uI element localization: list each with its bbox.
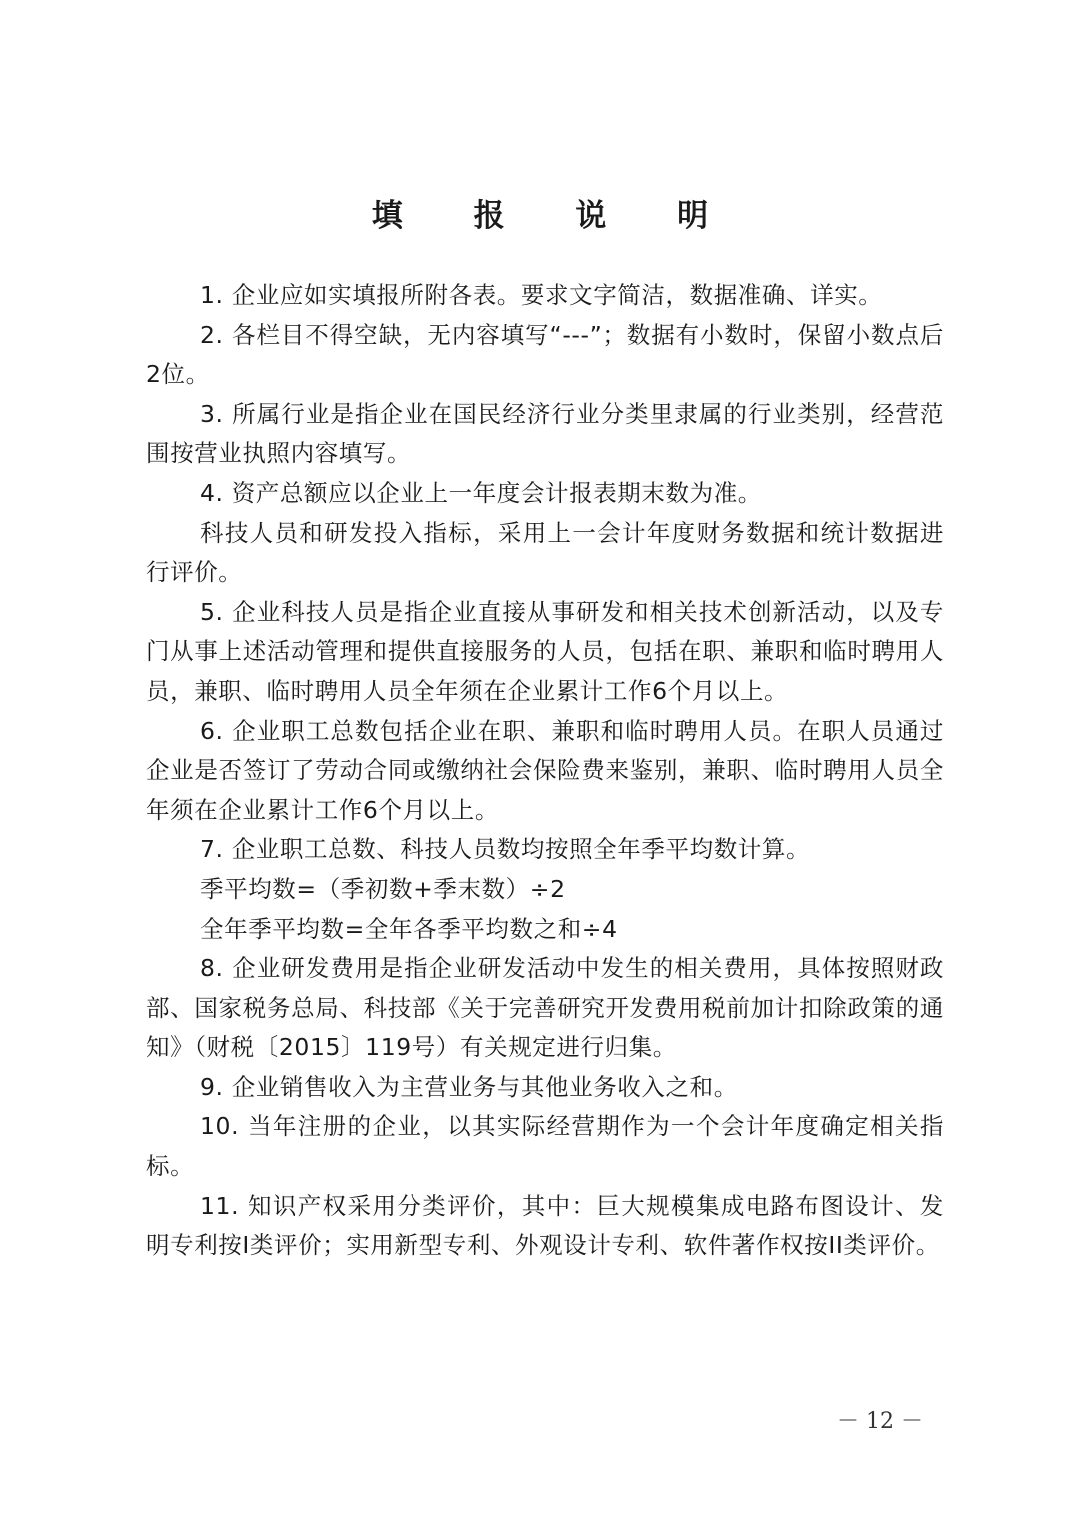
paragraph-item-7: 7. 企业职工总数、科技人员数均按照全年季平均数计算。 — [200, 835, 811, 864]
paragraph-item-1: 1. 企业应如实填报所附各表。要求文字简洁，数据准确、详实。 — [200, 281, 883, 309]
paragraph-item-3: 3. 所属行业是指企业在国民经济行业分类里隶属的行业类别，经营范围按营业执照内容填写。 — [146, 399, 944, 468]
paragraph-item-4: 4. 资产总额应以企业上一年度会计报表期末数为准。 — [200, 478, 762, 507]
paragraph-item-2: 2. 各栏目不得空缺，无内容填写“---”；数据有小数时，保留小数点后2位。 — [146, 320, 944, 389]
paragraph-item-8: 8. 企业研发费用是指企业研发活动中发生的相关费用，具体按照财政部、国家税务总局、科技部《关于完善研究开发费用税前加计扣除政策的通知》（财税〔2015〕119号）有关规定进行归集。 — [146, 954, 944, 1062]
paragraph-item-5: 5. 企业科技人员是指企业直接从事研发和相关技术创新活动，以及专门从事上述活动管理和提供直接服务的人员，包括在职、兼职和临时聘用人员，兼职、临时聘用人员全年须在企业累计工作6个月以上。 — [146, 597, 944, 705]
instructions-body — [146, 276, 944, 1266]
paragraph-item-4-continued: 科技人员和研发投入指标，采用上一会计年度财务数据和统计数据进行评价。 — [146, 518, 944, 587]
formula-annual-quarter-average: 全年季平均数=全年各季平均数之和÷4 — [200, 914, 618, 943]
page-title: 填 报 说 明 — [371, 198, 739, 234]
paragraph-item-6: 6. 企业职工总数包括企业在职、兼职和临时聘用人员。在职人员通过企业是否签订了劳动合同或缴纳社会保险费来鉴别，兼职、临时聘用人员全年须在企业累计工作6个月以上。 — [146, 716, 944, 824]
paragraph-item-11: 11. 知识产权采用分类评价，其中：巨大规模集成电路布图设计、发明专利按I类评价；实用新型专利、外观设计专利、软件著作权按II类评价。 — [146, 1191, 944, 1260]
paragraph-item-9: 9. 企业销售收入为主营业务与其他业务收入之和。 — [200, 1072, 738, 1101]
paragraph-item-10: 10. 当年注册的企业，以其实际经营期作为一个会计年度确定相关指标。 — [146, 1112, 944, 1181]
formula-quarter-average: 季平均数=（季初数+季末数）÷2 — [200, 874, 566, 903]
page-number: － 12 － — [837, 1409, 923, 1434]
